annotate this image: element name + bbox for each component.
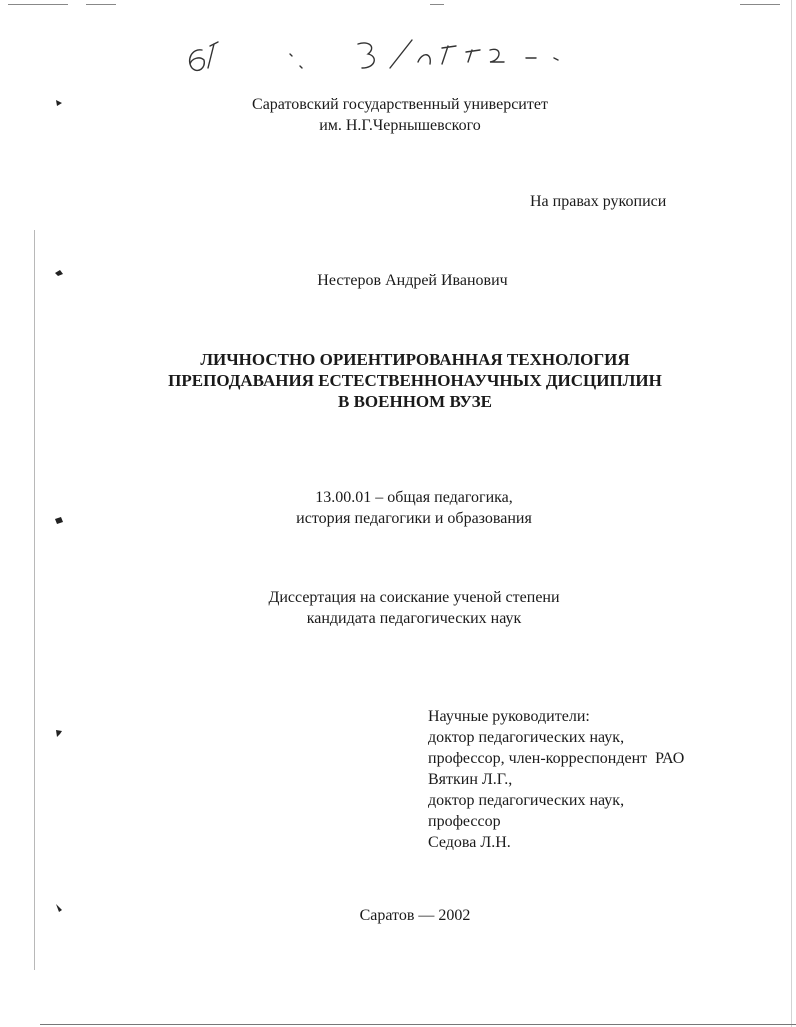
punch-hole-mark — [54, 903, 64, 913]
supervisor-line: доктор педагогических наук, — [428, 729, 625, 746]
title-line: ПРЕПОДАВАНИЯ ЕСТЕСТВЕННОНАУЧНЫХ ДИСЦИПЛИН — [168, 371, 662, 390]
punch-hole-mark — [54, 728, 64, 738]
supervisors-heading: Научные руководители: — [428, 708, 590, 725]
title-line: ЛИЧНОСТНО ОРИЕНТИРОВАННАЯ ТЕХНОЛОГИЯ — [200, 350, 630, 369]
degree-block — [120, 587, 708, 629]
specialty-name: история педагогики и образования — [296, 510, 532, 527]
university-dedication: им. Н.Г.Чернышевского — [319, 117, 481, 134]
punch-hole-mark — [54, 515, 64, 525]
scan-artifact-top-line — [430, 4, 444, 5]
supervisor-line: профессор, член-корреспондент РАО — [428, 750, 685, 767]
specialty-code: 13.00.01 – общая педагогика, — [315, 489, 513, 506]
author-name: Нестеров Андрей Иванович — [317, 272, 508, 289]
supervisor-line: Седова Л.Н. — [428, 834, 511, 851]
manuscript-rights-note: На правах рукописи — [530, 193, 667, 210]
scan-artifact-top-line — [8, 4, 68, 5]
supervisors-block — [428, 706, 684, 853]
scan-bottom-edge — [40, 1024, 796, 1025]
specialty-block — [120, 487, 708, 529]
scan-artifact-top-line — [740, 4, 780, 5]
handwritten-archive-code — [180, 28, 580, 88]
university-name: Саратовский государственный университет — [252, 96, 548, 113]
title-line: В ВОЕННОМ ВУЗЕ — [338, 392, 492, 411]
supervisor-line: Вяткин Л.Г., — [428, 771, 513, 788]
punch-hole-mark — [54, 268, 64, 278]
scan-artifact-top-line — [86, 4, 116, 5]
degree-line: кандидата педагогических наук — [306, 610, 522, 627]
supervisor-line: доктор педагогических наук, — [428, 792, 625, 809]
city-year: Саратов — 2002 — [359, 907, 471, 924]
supervisor-line: профессор — [428, 813, 501, 830]
university-block — [120, 94, 680, 136]
scan-left-edge — [34, 230, 35, 970]
degree-line: Диссертация на соискание ученой степени — [268, 589, 560, 606]
scan-right-edge — [791, 0, 792, 1027]
punch-hole-mark — [54, 98, 64, 108]
dissertation-title — [120, 349, 710, 412]
